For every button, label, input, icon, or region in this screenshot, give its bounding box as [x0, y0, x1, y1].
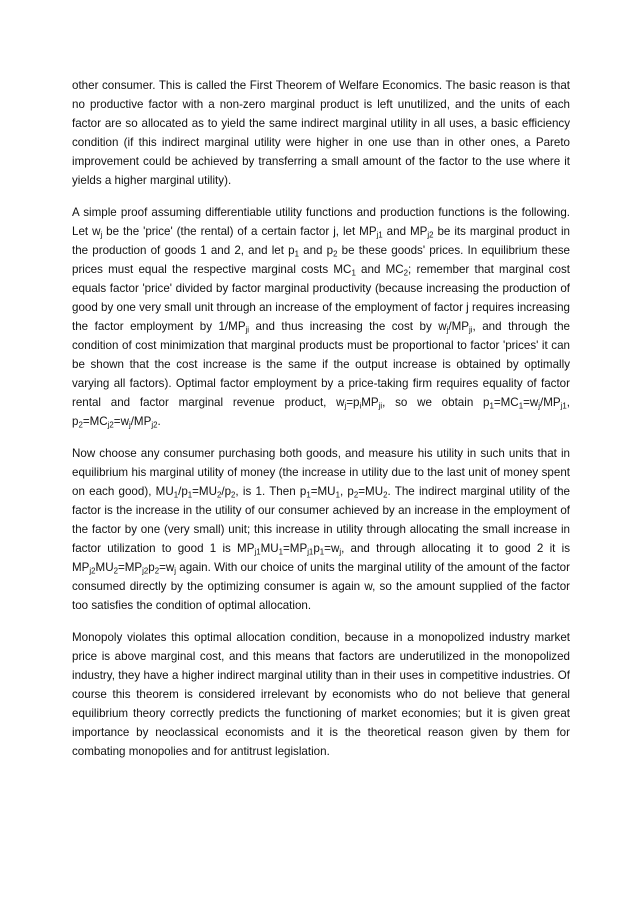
subscript: ji: [245, 325, 250, 335]
subscript: ji: [469, 325, 473, 335]
subscript: ji: [378, 401, 383, 411]
subscript: 1: [518, 401, 524, 411]
subscript: i: [359, 401, 362, 411]
subscript: 1: [351, 268, 356, 278]
subscript: j2: [151, 420, 158, 430]
subscript: j: [100, 230, 103, 240]
paragraph-consumer-utility: Now choose any consumer purchasing both goods, and measure his utility in such units that in equilibrium his marginal utility of money (the increase in utility due to the last unit of money spent on each good), $MU_1/p_1=MU_2/p_2$, is 1. Then $p_1=MU_1$, $p_2=MU_2$. The indirect marginal utility of the factor is the increase in the utility of our consumer achieved by an increase in the employment of the factor by one (very small) unit; this increase in utility through allocating the small increase in factor utilization to good 1 is $MP_{j1}MU_1=MP_{j1}p_1=w_j$, and through allocating it to good 2 it is $MP_{j2}MU_2=MP_{j2}p_2=w_j$ again. With our choice of units the marginal utility of the amount of the factor consumed directly by the optimizing consumer is again w, so the amount supplied of the factor too satisfies the condition of optimal allocation.: [72, 447, 571, 612]
subscript: 1: [294, 249, 299, 259]
subscript: j: [174, 566, 177, 576]
subscript: j1: [307, 547, 314, 557]
subscript: j2: [142, 566, 149, 576]
subscript: j1: [376, 230, 383, 240]
subscript: 2: [154, 566, 160, 576]
subscript: j1: [560, 401, 567, 411]
subscript: j: [344, 401, 347, 411]
subscript: 2: [383, 490, 388, 500]
paragraph-simple-proof: A simple proof assuming differentiable utility functions and production functions is the following. Let $w_j$ be the 'price' (the rental) of a certain factor j, let $MP_{j1}$ and $MP_{j2}$ be its marginal product in the production of goods 1 and 2, and let $p_1$ and $p_2$ be these goods' prices. In equilibrium these prices must equal the respective marginal costs $MC_1$ and $MC_2$; remember that marginal cost equals factor 'price' divided by factor marginal productivity (because increasing the production of good by one very small unit through an increase of the employment of factor j requires increasing the factor employment by $1/MP_{ji}$ and thus increasing the cost by $w_j/MP_{ji}$, and through the condition of cost minimization that marginal products must be proportional to factor 'prices' it can be shown that the cost increase is the same if the output increase is obtained by optimally varying all factors). Optimal factor employment by a price-taking firm requires equality of factor rental and factor marginal revenue product, $w_j=p_iMP_{ji}$, so we obtain $p_1=MC_1=w_j/MP_{j1}$, $p_2=MC_{j2}=w_j/MP_{j2}$.: [72, 206, 571, 430]
subscript: j: [446, 325, 449, 335]
subscript: 1: [187, 490, 193, 500]
subscript: 1: [306, 490, 311, 500]
subscript: j2: [427, 230, 434, 240]
subscript: 2: [231, 490, 236, 500]
subscript: j2: [107, 420, 114, 430]
subscript: 2: [78, 420, 83, 430]
paragraph-welfare-theorem: other consumer. This is called the First Theorem of Welfare Economics. The basic reason is that no productive factor with a non-zero marginal product is left unutilized, and the units of each factor are so allocated as to yield the same indirect marginal utility in all uses, a basic efficiency condition (if this indirect marginal utility were higher in one use than in other ones, a Pareto improvement could be achieved by transferring a small amount of the factor to the use where it yields a higher marginal utility).: [72, 79, 570, 187]
subscript: 1: [173, 490, 179, 500]
subscript: j: [128, 420, 131, 430]
subscript: 2: [353, 490, 359, 500]
document-page: [72, 76, 570, 774]
subscript: j2: [89, 566, 96, 576]
subscript: 2: [333, 249, 338, 259]
paragraph-monopoly: Monopoly violates this optimal allocation condition, because in a monopolized industry market price is above marginal cost, and this means that factors are underutilized in the monopolized industry, they have a higher indirect marginal utility than in their uses in competitive industries. Of course this theorem is considered irrelevant by economists who do not believe that general equilibrium theory correctly predicts the functioning of market economies; but it is given great importance by neoclassical economists and it is the theoretical reason given by them for combating monopolies and for antitrust legislation.: [72, 631, 570, 758]
subscript: 1: [489, 401, 494, 411]
subscript: 1: [335, 490, 340, 500]
subscript: j: [339, 547, 342, 557]
subscript: 2: [216, 490, 222, 500]
subscript: j1: [254, 547, 261, 557]
subscript: j: [538, 401, 540, 411]
subscript: 2: [403, 268, 409, 278]
subscript: 1: [278, 547, 284, 557]
subscript: 1: [319, 547, 325, 557]
subscript: 2: [113, 566, 118, 576]
